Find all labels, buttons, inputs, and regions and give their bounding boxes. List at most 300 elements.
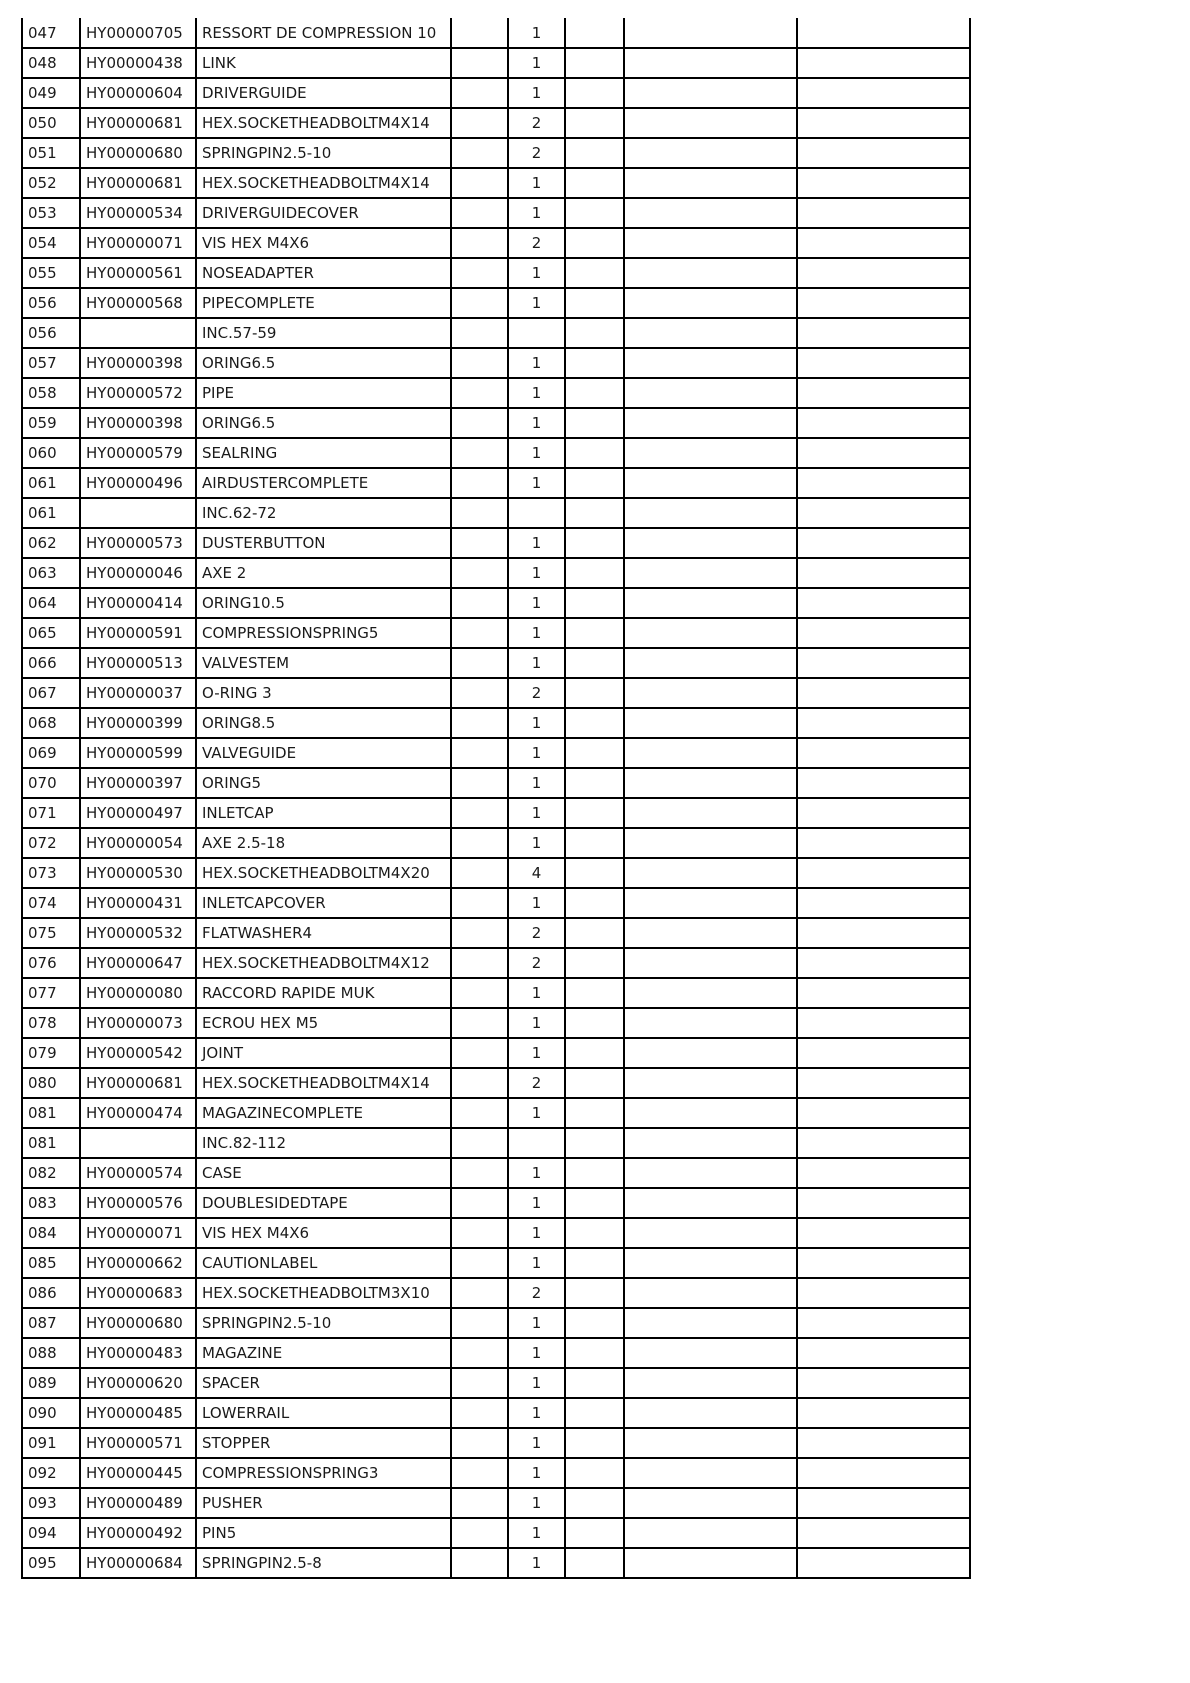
blank-cell <box>797 888 970 918</box>
table-row <box>22 1548 970 1578</box>
table-row <box>22 258 970 288</box>
blank-cell <box>624 1368 797 1398</box>
blank-cell <box>797 1248 970 1278</box>
blank-cell <box>797 738 970 768</box>
blank-cell <box>797 438 970 468</box>
description-cell: SEALRING <box>196 438 451 468</box>
table-row <box>22 228 970 258</box>
blank-cell <box>624 138 797 168</box>
item-number-cell: 060 <box>22 438 80 468</box>
blank-cell <box>624 1398 797 1428</box>
item-number-cell: 059 <box>22 408 80 438</box>
quantity-cell: 2 <box>508 678 565 708</box>
table-row <box>22 828 970 858</box>
blank-cell <box>797 138 970 168</box>
part-code-cell: HY00000599 <box>80 738 196 768</box>
blank-cell <box>624 48 797 78</box>
table-row <box>22 1428 970 1458</box>
description-cell: ORING8.5 <box>196 708 451 738</box>
description-cell: DRIVERGUIDECOVER <box>196 198 451 228</box>
blank-cell <box>797 1458 970 1488</box>
quantity-cell <box>508 318 565 348</box>
part-code-cell: HY00000683 <box>80 1278 196 1308</box>
blank-cell <box>451 1488 508 1518</box>
description-cell: MAGAZINECOMPLETE <box>196 1098 451 1128</box>
blank-cell <box>451 1278 508 1308</box>
description-cell: HEX.SOCKETHEADBOLTM4X20 <box>196 858 451 888</box>
table-row <box>22 1398 970 1428</box>
part-code-cell: HY00000620 <box>80 1368 196 1398</box>
part-code-cell <box>80 1128 196 1158</box>
item-number-cell: 069 <box>22 738 80 768</box>
item-number-cell: 053 <box>22 198 80 228</box>
blank-cell <box>565 1488 624 1518</box>
item-number-cell: 076 <box>22 948 80 978</box>
quantity-cell: 1 <box>508 1368 565 1398</box>
blank-cell <box>565 888 624 918</box>
blank-cell <box>565 1128 624 1158</box>
blank-cell <box>565 108 624 138</box>
blank-cell <box>451 1038 508 1068</box>
blank-cell <box>624 78 797 108</box>
table-row <box>22 48 970 78</box>
blank-cell <box>624 708 797 738</box>
item-number-cell: 071 <box>22 798 80 828</box>
blank-cell <box>565 1188 624 1218</box>
item-number-cell: 079 <box>22 1038 80 1068</box>
item-number-cell: 091 <box>22 1428 80 1458</box>
blank-cell <box>451 318 508 348</box>
blank-cell <box>797 1038 970 1068</box>
blank-cell <box>624 528 797 558</box>
item-number-cell: 056 <box>22 288 80 318</box>
table-row <box>22 1488 970 1518</box>
blank-cell <box>451 1428 508 1458</box>
table-row <box>22 1128 970 1158</box>
description-cell: HEX.SOCKETHEADBOLTM3X10 <box>196 1278 451 1308</box>
blank-cell <box>451 978 508 1008</box>
blank-cell <box>624 798 797 828</box>
table-row <box>22 588 970 618</box>
blank-cell <box>565 1038 624 1068</box>
blank-cell <box>451 468 508 498</box>
blank-cell <box>565 468 624 498</box>
quantity-cell: 1 <box>508 1338 565 1368</box>
table-row <box>22 1038 970 1068</box>
blank-cell <box>624 738 797 768</box>
part-code-cell: HY00000681 <box>80 108 196 138</box>
description-cell: HEX.SOCKETHEADBOLTM4X12 <box>196 948 451 978</box>
blank-cell <box>451 138 508 168</box>
blank-cell <box>451 558 508 588</box>
table-row <box>22 1518 970 1548</box>
blank-cell <box>624 1488 797 1518</box>
item-number-cell: 057 <box>22 348 80 378</box>
blank-cell <box>565 528 624 558</box>
description-cell: PIPE <box>196 378 451 408</box>
blank-cell <box>565 438 624 468</box>
item-number-cell: 090 <box>22 1398 80 1428</box>
blank-cell <box>451 768 508 798</box>
part-code-cell: HY00000681 <box>80 168 196 198</box>
item-number-cell: 086 <box>22 1278 80 1308</box>
table-row <box>22 1188 970 1218</box>
part-code-cell: HY00000474 <box>80 1098 196 1128</box>
blank-cell <box>624 1158 797 1188</box>
blank-cell <box>624 168 797 198</box>
quantity-cell: 1 <box>508 1548 565 1578</box>
part-code-cell: HY00000496 <box>80 468 196 498</box>
part-code-cell: HY00000054 <box>80 828 196 858</box>
blank-cell <box>565 768 624 798</box>
item-number-cell: 054 <box>22 228 80 258</box>
description-cell: JOINT <box>196 1038 451 1068</box>
blank-cell <box>797 1548 970 1578</box>
quantity-cell: 1 <box>508 468 565 498</box>
part-code-cell: HY00000414 <box>80 588 196 618</box>
part-code-cell: HY00000399 <box>80 708 196 738</box>
blank-cell <box>797 618 970 648</box>
blank-cell <box>624 558 797 588</box>
item-number-cell: 055 <box>22 258 80 288</box>
quantity-cell: 1 <box>508 648 565 678</box>
blank-cell <box>451 348 508 378</box>
table-row <box>22 198 970 228</box>
table-row <box>22 1458 970 1488</box>
table-row <box>22 1068 970 1098</box>
description-cell: ORING6.5 <box>196 348 451 378</box>
item-number-cell: 048 <box>22 48 80 78</box>
blank-cell <box>624 888 797 918</box>
description-cell: LINK <box>196 48 451 78</box>
blank-cell <box>624 618 797 648</box>
blank-cell <box>451 108 508 138</box>
item-number-cell: 081 <box>22 1128 80 1158</box>
item-number-cell: 081 <box>22 1098 80 1128</box>
item-number-cell: 094 <box>22 1518 80 1548</box>
quantity-cell: 2 <box>508 948 565 978</box>
part-code-cell: HY00000483 <box>80 1338 196 1368</box>
blank-cell <box>565 168 624 198</box>
blank-cell <box>624 1068 797 1098</box>
blank-cell <box>451 678 508 708</box>
quantity-cell: 1 <box>508 828 565 858</box>
blank-cell <box>451 1248 508 1278</box>
item-number-cell: 082 <box>22 1158 80 1188</box>
quantity-cell: 1 <box>508 588 565 618</box>
blank-cell <box>624 978 797 1008</box>
quantity-cell: 2 <box>508 1068 565 1098</box>
item-number-cell: 073 <box>22 858 80 888</box>
blank-cell <box>797 798 970 828</box>
table-row <box>22 108 970 138</box>
blank-cell <box>797 378 970 408</box>
part-code-cell: HY00000568 <box>80 288 196 318</box>
quantity-cell: 1 <box>508 48 565 78</box>
blank-cell <box>451 288 508 318</box>
table-row <box>22 168 970 198</box>
blank-cell <box>451 168 508 198</box>
description-cell: SPRINGPIN2.5-10 <box>196 138 451 168</box>
blank-cell <box>797 498 970 528</box>
quantity-cell <box>508 498 565 528</box>
part-code-cell: HY00000492 <box>80 1518 196 1548</box>
description-cell: INC.57-59 <box>196 318 451 348</box>
part-code-cell: HY00000561 <box>80 258 196 288</box>
blank-cell <box>797 948 970 978</box>
blank-cell <box>797 1488 970 1518</box>
quantity-cell: 1 <box>508 1158 565 1188</box>
blank-cell <box>624 1278 797 1308</box>
blank-cell <box>624 648 797 678</box>
blank-cell <box>797 1398 970 1428</box>
description-cell: VALVEGUIDE <box>196 738 451 768</box>
quantity-cell: 1 <box>508 888 565 918</box>
quantity-cell: 1 <box>508 1188 565 1218</box>
blank-cell <box>451 1458 508 1488</box>
blank-cell <box>451 498 508 528</box>
part-code-cell: HY00000705 <box>80 18 196 48</box>
blank-cell <box>451 18 508 48</box>
quantity-cell: 1 <box>508 978 565 1008</box>
item-number-cell: 092 <box>22 1458 80 1488</box>
quantity-cell: 1 <box>508 708 565 738</box>
blank-cell <box>565 948 624 978</box>
quantity-cell: 2 <box>508 138 565 168</box>
description-cell: COMPRESSIONSPRING5 <box>196 618 451 648</box>
item-number-cell: 089 <box>22 1368 80 1398</box>
part-code-cell: HY00000647 <box>80 948 196 978</box>
quantity-cell: 2 <box>508 228 565 258</box>
blank-cell <box>451 228 508 258</box>
blank-cell <box>565 1278 624 1308</box>
description-cell: COMPRESSIONSPRING3 <box>196 1458 451 1488</box>
blank-cell <box>451 1158 508 1188</box>
blank-cell <box>624 258 797 288</box>
blank-cell <box>565 138 624 168</box>
description-cell: CAUTIONLABEL <box>196 1248 451 1278</box>
table-row <box>22 768 970 798</box>
blank-cell <box>565 1248 624 1278</box>
blank-cell <box>797 468 970 498</box>
blank-cell <box>624 1548 797 1578</box>
part-code-cell: HY00000046 <box>80 558 196 588</box>
blank-cell <box>451 1398 508 1428</box>
blank-cell <box>624 108 797 138</box>
blank-cell <box>624 1218 797 1248</box>
description-cell: VIS HEX M4X6 <box>196 1218 451 1248</box>
blank-cell <box>797 708 970 738</box>
table-row <box>22 948 970 978</box>
blank-cell <box>451 408 508 438</box>
item-number-cell: 093 <box>22 1488 80 1518</box>
table-row <box>22 1158 970 1188</box>
blank-cell <box>451 588 508 618</box>
blank-cell <box>797 1278 970 1308</box>
blank-cell <box>797 978 970 1008</box>
description-cell: SPRINGPIN2.5-8 <box>196 1548 451 1578</box>
description-cell: AIRDUSTERCOMPLETE <box>196 468 451 498</box>
blank-cell <box>565 798 624 828</box>
part-code-cell: HY00000684 <box>80 1548 196 1578</box>
quantity-cell: 1 <box>508 408 565 438</box>
part-code-cell: HY00000680 <box>80 138 196 168</box>
quantity-cell: 1 <box>508 198 565 228</box>
blank-cell <box>624 1038 797 1068</box>
blank-cell <box>624 948 797 978</box>
part-code-cell: HY00000513 <box>80 648 196 678</box>
blank-cell <box>797 1368 970 1398</box>
table-row <box>22 888 970 918</box>
part-code-cell: HY00000497 <box>80 798 196 828</box>
description-cell: INLETCAPCOVER <box>196 888 451 918</box>
description-cell: HEX.SOCKETHEADBOLTM4X14 <box>196 168 451 198</box>
blank-cell <box>565 1098 624 1128</box>
blank-cell <box>797 528 970 558</box>
quantity-cell: 1 <box>508 1458 565 1488</box>
table-row <box>22 1008 970 1038</box>
description-cell: RACCORD RAPIDE MUK <box>196 978 451 1008</box>
part-code-cell: HY00000571 <box>80 1428 196 1458</box>
blank-cell <box>565 498 624 528</box>
blank-cell <box>797 558 970 588</box>
table-row <box>22 978 970 1008</box>
blank-cell <box>565 408 624 438</box>
item-number-cell: 050 <box>22 108 80 138</box>
description-cell: HEX.SOCKETHEADBOLTM4X14 <box>196 1068 451 1098</box>
blank-cell <box>565 348 624 378</box>
part-code-cell: HY00000071 <box>80 228 196 258</box>
description-cell: O-RING 3 <box>196 678 451 708</box>
table-row <box>22 78 970 108</box>
table-row <box>22 738 970 768</box>
blank-cell <box>565 1398 624 1428</box>
description-cell: PUSHER <box>196 1488 451 1518</box>
part-code-cell: HY00000591 <box>80 618 196 648</box>
blank-cell <box>797 588 970 618</box>
part-code-cell: HY00000662 <box>80 1248 196 1278</box>
blank-cell <box>451 648 508 678</box>
blank-cell <box>624 198 797 228</box>
blank-cell <box>565 1218 624 1248</box>
blank-cell <box>797 918 970 948</box>
parts-list-body <box>22 18 970 1578</box>
quantity-cell: 1 <box>508 798 565 828</box>
part-code-cell: HY00000573 <box>80 528 196 558</box>
item-number-cell: 065 <box>22 618 80 648</box>
item-number-cell: 049 <box>22 78 80 108</box>
blank-cell <box>451 78 508 108</box>
description-cell: ECROU HEX M5 <box>196 1008 451 1038</box>
table-row <box>22 798 970 828</box>
blank-cell <box>797 318 970 348</box>
part-code-cell: HY00000530 <box>80 858 196 888</box>
blank-cell <box>565 1158 624 1188</box>
blank-cell <box>565 318 624 348</box>
table-row <box>22 558 970 588</box>
blank-cell <box>451 528 508 558</box>
part-code-cell: HY00000398 <box>80 348 196 378</box>
table-row <box>22 378 970 408</box>
blank-cell <box>565 1518 624 1548</box>
blank-cell <box>565 738 624 768</box>
item-number-cell: 056 <box>22 318 80 348</box>
blank-cell <box>797 828 970 858</box>
blank-cell <box>624 408 797 438</box>
item-number-cell: 072 <box>22 828 80 858</box>
item-number-cell: 085 <box>22 1248 80 1278</box>
blank-cell <box>451 1218 508 1248</box>
blank-cell <box>624 1308 797 1338</box>
table-row <box>22 678 970 708</box>
parts-list-table <box>21 18 971 1579</box>
quantity-cell: 1 <box>508 528 565 558</box>
quantity-cell: 1 <box>508 1488 565 1518</box>
blank-cell <box>797 228 970 258</box>
part-code-cell <box>80 318 196 348</box>
blank-cell <box>451 738 508 768</box>
table-row <box>22 648 970 678</box>
blank-cell <box>451 918 508 948</box>
description-cell: PIN5 <box>196 1518 451 1548</box>
part-code-cell: HY00000438 <box>80 48 196 78</box>
part-code-cell: HY00000071 <box>80 1218 196 1248</box>
blank-cell <box>451 798 508 828</box>
description-cell: ORING10.5 <box>196 588 451 618</box>
blank-cell <box>451 618 508 648</box>
description-cell: DUSTERBUTTON <box>196 528 451 558</box>
item-number-cell: 074 <box>22 888 80 918</box>
item-number-cell: 087 <box>22 1308 80 1338</box>
description-cell: LOWERRAIL <box>196 1398 451 1428</box>
blank-cell <box>797 1128 970 1158</box>
part-code-cell: HY00000397 <box>80 768 196 798</box>
quantity-cell: 1 <box>508 288 565 318</box>
blank-cell <box>565 1338 624 1368</box>
blank-cell <box>624 1128 797 1158</box>
blank-cell <box>451 1068 508 1098</box>
part-code-cell: HY00000037 <box>80 678 196 708</box>
part-code-cell: HY00000604 <box>80 78 196 108</box>
item-number-cell: 061 <box>22 498 80 528</box>
table-row <box>22 18 970 48</box>
description-cell: VIS HEX M4X6 <box>196 228 451 258</box>
item-number-cell: 061 <box>22 468 80 498</box>
blank-cell <box>624 588 797 618</box>
quantity-cell: 1 <box>508 558 565 588</box>
part-code-cell: HY00000572 <box>80 378 196 408</box>
item-number-cell: 077 <box>22 978 80 1008</box>
blank-cell <box>451 1338 508 1368</box>
blank-cell <box>797 1428 970 1458</box>
description-cell: DRIVERGUIDE <box>196 78 451 108</box>
description-cell: NOSEADAPTER <box>196 258 451 288</box>
description-cell: STOPPER <box>196 1428 451 1458</box>
blank-cell <box>624 498 797 528</box>
blank-cell <box>797 18 970 48</box>
blank-cell <box>565 1068 624 1098</box>
item-number-cell: 095 <box>22 1548 80 1578</box>
table-row <box>22 1368 970 1398</box>
quantity-cell: 1 <box>508 18 565 48</box>
blank-cell <box>797 288 970 318</box>
item-number-cell: 083 <box>22 1188 80 1218</box>
part-code-cell <box>80 498 196 528</box>
quantity-cell: 1 <box>508 438 565 468</box>
description-cell: INLETCAP <box>196 798 451 828</box>
blank-cell <box>565 708 624 738</box>
part-code-cell: HY00000579 <box>80 438 196 468</box>
